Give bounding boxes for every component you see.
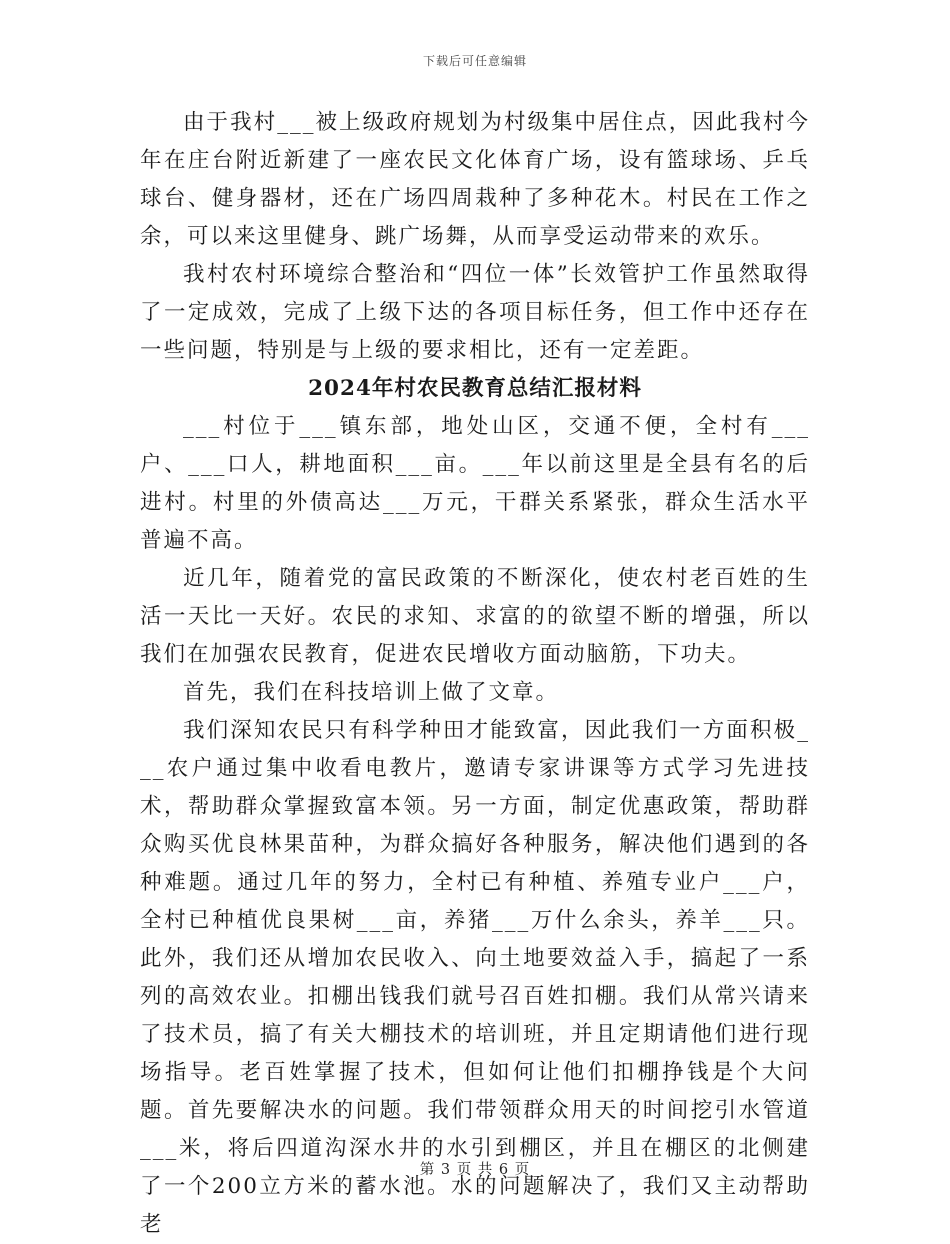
page-footer: 第 3 页 共 6 页: [419, 1162, 531, 1178]
body-paragraph: 我村农村环境综合整治和“四位一体”长效管护工作虽然取得了一定成效，完成了上级下达的各项目标任务，但工作中还存在一些问题，特别是与上级的要求相比，还有一定差距。: [140, 262, 810, 363]
section-title: 2024年村农民教育总结汇报材料: [308, 376, 642, 401]
body-paragraph: 由于我村___被上级政府规划为村级集中居住点，因此我村今年在庄台附近新建了一座农民文化体育广场，设有篮球场、乒乓球台、健身器材，还在广场四周栽种了多种花木。村民在工作之余，可以来这里健身、跳广场舞，从而享受运动带来的欢乐。: [140, 110, 810, 249]
page-header: 下载后可任意编辑: [422, 54, 527, 68]
body-paragraph: 首先，我们在科技培训上做了文章。: [183, 680, 560, 705]
document-body: [140, 104, 810, 1244]
body-paragraph: 我们深知农民只有科学种田才能致富，因此我们一方面积极___农户通过集中收看电教片，邀请专家讲课等方式学习先进技术，帮助群众掌握致富本领。另一方面，制定优惠政策，帮助群众购买优良林果苗种，为群众搞好各种服务，解决他们遇到的各种难题。通过几年的努力，全村已有种植、养殖专业户___户，全村已种植优良果树___亩，养猪___万什么余头，养羊___只。此外，我们还从增加农民收入、向土地要效益入手，搞起了一系列的高效农业。扣棚出钱我们就号召百姓扣棚。我们从常兴请来了技术员，搞了有关大棚技术的培训班，并且定期请他们进行现场指导。老百姓掌握了技术，但如何让他们扣棚挣钱是个大问题。首先要解决水的问题。我们带领群众用天的时间挖引水管道___米，将后四道沟深水井的水引到棚区，并且在棚区的北侧建了一个200立方米的蓄水池。水的问题解决了，我们又主动帮助老: [140, 718, 810, 1237]
body-paragraph: ___村位于___镇东部，地处山区，交通不便，全村有___户、___口人，耕地面积___亩。___年以前这里是全县有名的后进村。村里的外债高达___万元，干群关系紧张，群众生活水平普遍不高。: [140, 414, 810, 553]
body-paragraph: 近几年，随着党的富民政策的不断深化，使农村老百姓的生活一天比一天好。农民的求知、求富的的欲望不断的增强，所以我们在加强农民教育，促进农民增收方面动脑筋，下功夫。: [140, 566, 810, 667]
